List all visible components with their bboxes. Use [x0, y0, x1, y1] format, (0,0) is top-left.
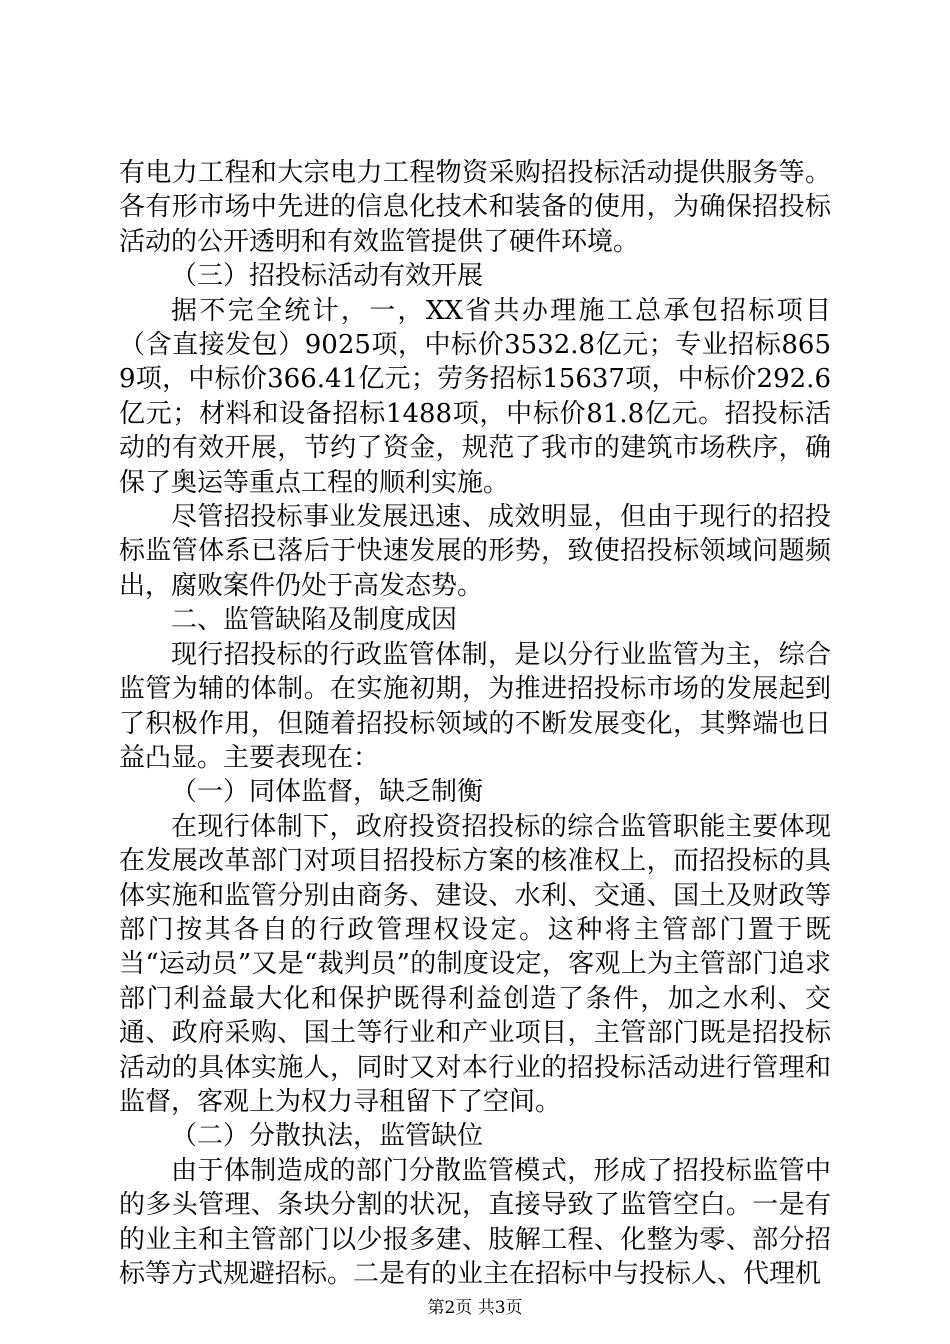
paragraph-statistics: 据不完全统计，一，XX省共办理施工总承包招标项目（含直接发包）9025项，中标价3532.8亿元；专业招标8659项，中标价366.41亿元；劳务招标15637项，中标价292.6亿元；材料和设备招标1488项，中标价81.8亿元。招投标活动的有效开展，节约了资金，规范了我市的建筑市场秩序，确保了奥运等重点工程的顺利实施。	[119, 295, 831, 498]
chapter-heading-2: 二、监管缺陷及制度成因	[171, 605, 458, 636]
paragraph-supervision: 在现行体制下，政府投资招投标的综合监管职能主要体现在发展改革部门对项目招投标方案的核准权上，而招投标的具体实施和监管分别由商务、建设、水利、交通、国土及财政等部门按其各自的行政管理权设定。这种将主管部门置于既当“运动员”又是“裁判员”的制度设定，客观上为主管部门追求部门利益最大化和保护既得利益创造了条件，加之水利、交通、政府采购、国土等行业和产业项目，主管部门既是招投标活动的具体实施人，同时又对本行业的招投标活动进行管理和监督，客观上为权力寻租留下了空间。	[119, 811, 831, 1117]
paragraph-continuation: 有电力工程和大宗电力工程物资采购招投标活动提供服务等。各有形市场中先进的信息化技术和装备的使用，为确保招投标活动的公开透明和有效监管提供了硬件环境。	[119, 158, 831, 257]
section-heading-2: （二）分散执法，监管缺位	[171, 1121, 484, 1152]
paragraph-problems: 尽管招投标事业发展迅速、成效明显，但由于现行的招投标监管体系已落后于快速发展的形势，致使招投标领域问题频出，腐败案件仍处于高发态势。	[119, 502, 831, 601]
document-body	[119, 156, 831, 1291]
paragraph-system: 现行招投标的行政监管体制，是以分行业监管为主，综合监管为辅的体制。在实施初期，为推进招投标市场的发展起到了积极作用，但随着招投标领域的不断发展变化，其弊端也日益凸显。主要表现在：	[119, 639, 831, 773]
page-number-footer: 第2页 共3页	[427, 1298, 523, 1318]
section-heading-1: （一）同体监督，缺乏制衡	[171, 777, 484, 808]
paragraph-dispersed: 由于体制造成的部门分散监管模式，形成了招投标监管中的多头管理、条块分割的状况，直接导致了监管空白。一是有的业主和主管部门以少报多建、肢解工程、化整为零、部分招标等方式规避招标。二是有的业主在招标中与投标人、代理机	[119, 1155, 831, 1289]
section-heading-3: （三）招投标活动有效开展	[171, 261, 484, 292]
